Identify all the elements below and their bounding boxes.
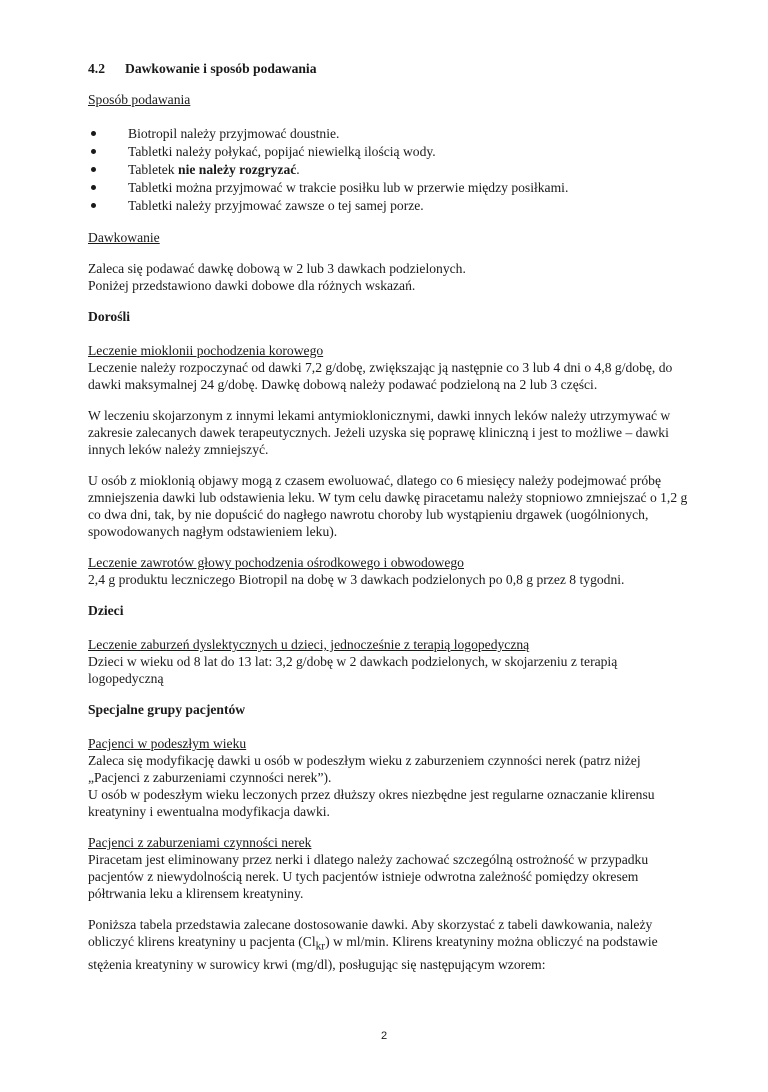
bullet-icon	[91, 167, 96, 172]
paragraph: U osób z mioklonią objawy mogą z czasem ewoluować, dlatego co 6 miesięcy należy podejmować próbę zmniejszenia dawki lub odstawienia leku. W tym celu dawkę piracetamu należy stopniowo zmniejszać o 1,2 g co dwa dni, tak, by nie dopuścić do nagłego nawrotu choroby lub wystąpieniu drgawek (uogólnionych, spowodowanych nagłym odstawieniem leku).	[88, 473, 688, 539]
paragraph: Leczenie należy rozpoczynać od dawki 7,2 g/dobę, zwiększając ją następnie co 3 lub 4 dni o 4,8 g/dobę, do dawki maksymalnej 24 g/dobę. Dawkę dobową należy podawać podzieloną na 2 lub 3 części.	[88, 360, 673, 392]
list-item: Tabletki należy przyjmować zawsze o tej samej porze.	[88, 197, 688, 214]
paragraph: 2,4 g produktu leczniczego Biotropil na dobę w 3 dawkach podzielonych po 0,8 g przez 8 tygodni.	[88, 572, 625, 587]
paragraph: Dzieci w wieku od 8 lat do 13 lat: 3,2 g/dobę w 2 dawkach podzielonych, w skojarzeniu z terapią logopedyczną	[88, 654, 618, 686]
renal-heading: Pacjenci z zaburzeniami czynności nerek	[88, 835, 312, 850]
paragraph: Piracetam jest eliminowany przez nerki i dlatego należy zachować szczególną ostrożność w przypadku pacjentów z niewydolnością nerek. U tych pacjentów istnieje odwrotna zależność pomiędzy okresem półtrwania leku a klirensem kreatyniny.	[88, 852, 649, 901]
dosage-line: Zaleca się podawać dawkę dobową w 2 lub 3 dawkach podzielonych.	[88, 261, 466, 276]
vertigo-heading: Leczenie zawrotów głowy pochodzenia ośrodkowego i obwodowego	[88, 555, 464, 570]
section-number: 4.2	[88, 61, 105, 76]
dyslexia-heading: Leczenie zaburzeń dyslektycznych u dzieci, jednocześnie z terapią logopedyczną	[88, 637, 530, 652]
children-heading: Dzieci	[88, 603, 124, 618]
administration-heading: Sposób podawania	[88, 92, 191, 107]
section-title: Dawkowanie i sposób podawania	[125, 61, 317, 76]
adults-heading: Dorośli	[88, 309, 131, 324]
list-item: Tabletek nie należy rozgryzać.	[88, 161, 688, 178]
dosage-heading: Dawkowanie	[88, 230, 160, 245]
administration-bullet-list	[88, 125, 688, 214]
paragraph: Poniższa tabela przedstawia zalecane dostosowanie dawki. Aby skorzystać z tabeli dawkowania, należy obliczyć klirens kreatyniny u pacjenta $(Cl_{kr})$ w ml/min. Klirens kreatyniny można obliczyć na podstawie stężenia kreatyniny w surowicy krwi (mg/dl), posługując się następującym wzorem:	[88, 917, 658, 972]
list-item: Biotropil należy przyjmować doustnie.	[88, 125, 688, 142]
dosage-line: Poniżej przedstawiono dawki dobowe dla różnych wskazań.	[88, 278, 416, 293]
bullet-icon	[91, 131, 96, 136]
myoclonus-heading: Leczenie mioklonii pochodzenia korowego	[88, 343, 324, 358]
section-heading	[88, 60, 688, 77]
special-groups-heading: Specjalne grupy pacjentów	[88, 702, 246, 717]
bullet-icon	[91, 149, 96, 154]
paragraph: U osób w podeszłym wieku leczonych przez dłuższy okres niezbędne jest regularne oznaczanie klirensu kreatyniny i ewentualna modyfikacja dawki.	[88, 787, 655, 819]
paragraph: W leczeniu skojarzonym z innymi lekami antymioklonicznymi, dawki innych leków należy utrzymywać w zakresie zalecanych dawek terapeutycznych. Jeżeli uzyska się poprawę kliniczną i jest to możliwe – dawki innych leków należy zmniejszyć.	[88, 408, 671, 457]
document-page	[88, 60, 688, 973]
list-item: Tabletki należy połykać, popijać niewielką ilością wody.	[88, 143, 688, 160]
paragraph: Zaleca się modyfikację dawki u osób w podeszłym wieku z zaburzeniem czynności nerek (patrz niżej „Pacjenci z zaburzeniami czynności nerek”).	[88, 753, 641, 785]
subscript: kr	[315, 940, 326, 953]
bullet-icon	[91, 185, 96, 190]
page-number: 2	[380, 1030, 388, 1042]
elderly-heading: Pacjenci w podeszłym wieku	[88, 736, 247, 751]
emphasis-text: nie należy rozgryzać	[178, 162, 297, 177]
bullet-icon	[91, 203, 96, 208]
list-item: Tabletki można przyjmować w trakcie posiłku lub w przerwie między posiłkami.	[88, 179, 688, 196]
